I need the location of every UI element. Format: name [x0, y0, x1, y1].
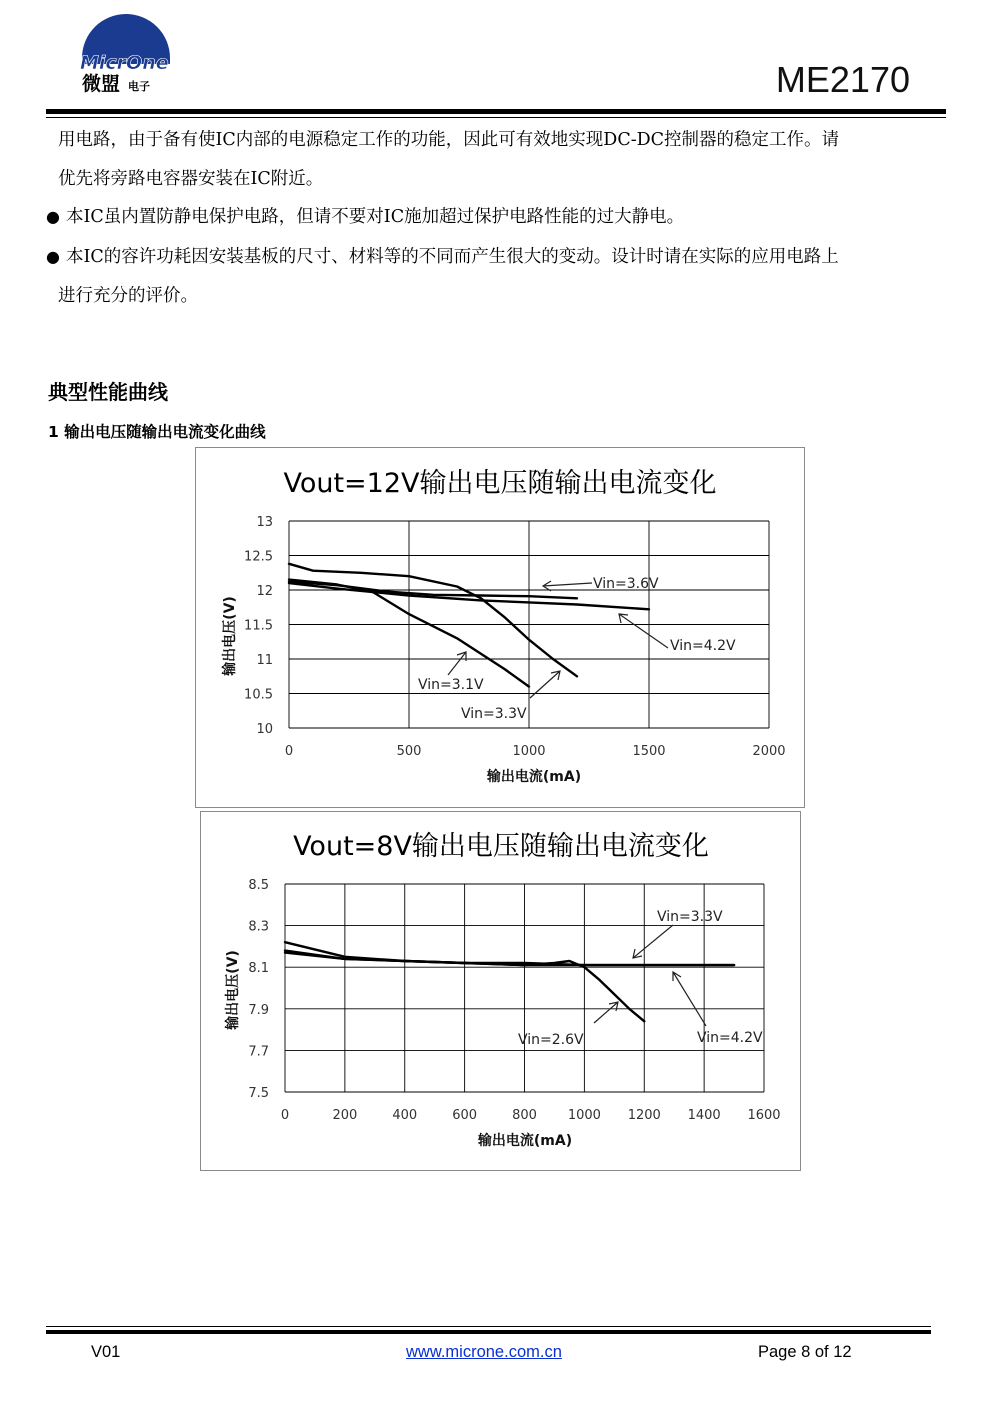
annotation-arrow [530, 671, 560, 698]
footer-version: V01 [91, 1343, 121, 1361]
document-title: ME2170 [775, 59, 910, 100]
chart-vout-12v [195, 447, 805, 808]
y-axis-label: 输出电压(V) [222, 596, 238, 676]
x-tick-label: 1200 [627, 1108, 661, 1123]
x-tick-label: 1000 [567, 1108, 601, 1123]
y-tick-label: 10 [256, 722, 273, 737]
y-tick-label: 7.5 [248, 1086, 269, 1101]
annotation-label: Vin=2.6V [518, 1032, 584, 1048]
chart-vout-8v [200, 811, 801, 1171]
website-link[interactable]: www.microne.com.cn [406, 1343, 562, 1361]
logo-brand-cn: 微盟 [82, 73, 121, 94]
annotation-label: Vin=4.2V [670, 638, 736, 654]
x-tick-label: 400 [392, 1108, 418, 1123]
series-line-vin-4-2v [285, 953, 734, 966]
y-tick-label: 10.5 [244, 687, 273, 703]
bullet-text: 进行充分的评价。 [58, 286, 198, 306]
annotation-arrow [448, 652, 466, 675]
header-rule-thick [46, 109, 946, 114]
x-tick-label: 600 [452, 1108, 478, 1123]
annotation-arrow [594, 1002, 618, 1023]
x-tick-label: 1600 [747, 1108, 781, 1123]
footer-page-number: Page 8 of 12 [758, 1343, 852, 1361]
footer-website-link[interactable] [406, 1342, 562, 1362]
annotation-label: Vin=4.2V [697, 1030, 763, 1046]
paragraph-line: 优先将旁路电容器安装在IC附近。 [58, 169, 324, 189]
y-tick-label: 7.7 [248, 1044, 269, 1060]
logo-brand-sub: 电子 [128, 80, 150, 93]
y-tick-label: 11.5 [244, 618, 273, 634]
annotation-label: Vin=3.3V [461, 706, 527, 722]
annotation-label: Vin=3.1V [418, 677, 484, 693]
y-tick-label: 8.1 [248, 961, 269, 977]
chart-title: Vout=12V输出电压随输出电流变化 [283, 468, 717, 499]
x-tick-label: 2000 [752, 744, 786, 759]
x-tick-label: 800 [512, 1108, 537, 1123]
y-tick-label: 11 [256, 653, 273, 668]
x-tick-label: 200 [332, 1108, 358, 1123]
x-axis-label: 输出电流(mA) [477, 1133, 573, 1149]
paragraph-line: 用电路，由于备有使IC内部的电源稳定工作的功能，因此可有效地实现DC-DC控制器的稳定工作。请 [58, 130, 840, 150]
y-tick-label: 12.5 [244, 549, 273, 565]
subsection-heading: 1 输出电压随输出电流变化曲线 [48, 423, 266, 441]
x-tick-label: 0 [284, 744, 294, 759]
company-logo [76, 8, 176, 94]
x-axis-label: 输出电流(mA) [486, 769, 582, 785]
logo-brand-latin: MicrOne [80, 52, 169, 74]
bullet-text: 本IC的容许功耗因安装基板的尺寸、材料等的不同而产生很大的变动。设计时请在实际的应用电路上 [66, 247, 839, 267]
bullet-dot: ● [46, 247, 60, 266]
y-tick-label: 7.9 [248, 1002, 269, 1018]
annotation-arrow [619, 614, 668, 648]
footer-rule-thick [46, 1330, 931, 1334]
x-tick-label: 1000 [512, 744, 546, 759]
header-rule-thin [46, 117, 946, 118]
y-tick-label: 8.3 [248, 919, 269, 935]
x-tick-label: 500 [396, 744, 422, 759]
chart-canvas [196, 448, 804, 807]
x-tick-label: 0 [280, 1108, 290, 1123]
annotation-arrow [633, 925, 673, 958]
annotation-label: Vin=3.3V [657, 909, 723, 925]
x-tick-label: 1500 [632, 744, 666, 759]
chart-title: Vout=8V输出电压随输出电流变化 [293, 831, 709, 862]
chart-canvas [201, 812, 800, 1170]
annotation-label: Vin=3.6V [593, 576, 659, 592]
annotation-arrow [543, 581, 592, 591]
x-tick-label: 1400 [687, 1108, 721, 1123]
bullet-text: 本IC虽内置防静电保护电路，但请不要对IC施加超过保护电路性能的过大静电。 [66, 207, 685, 227]
y-tick-label: 12 [256, 584, 273, 599]
bullet-dot: ● [46, 207, 60, 226]
annotation-arrow [673, 972, 706, 1026]
y-tick-label: 8.5 [248, 878, 269, 893]
y-tick-label: 13 [256, 515, 273, 530]
section-heading: 典型性能曲线 [48, 380, 168, 404]
y-axis-label: 输出电压(V) [225, 950, 241, 1030]
footer-rule-thin [46, 1326, 931, 1327]
